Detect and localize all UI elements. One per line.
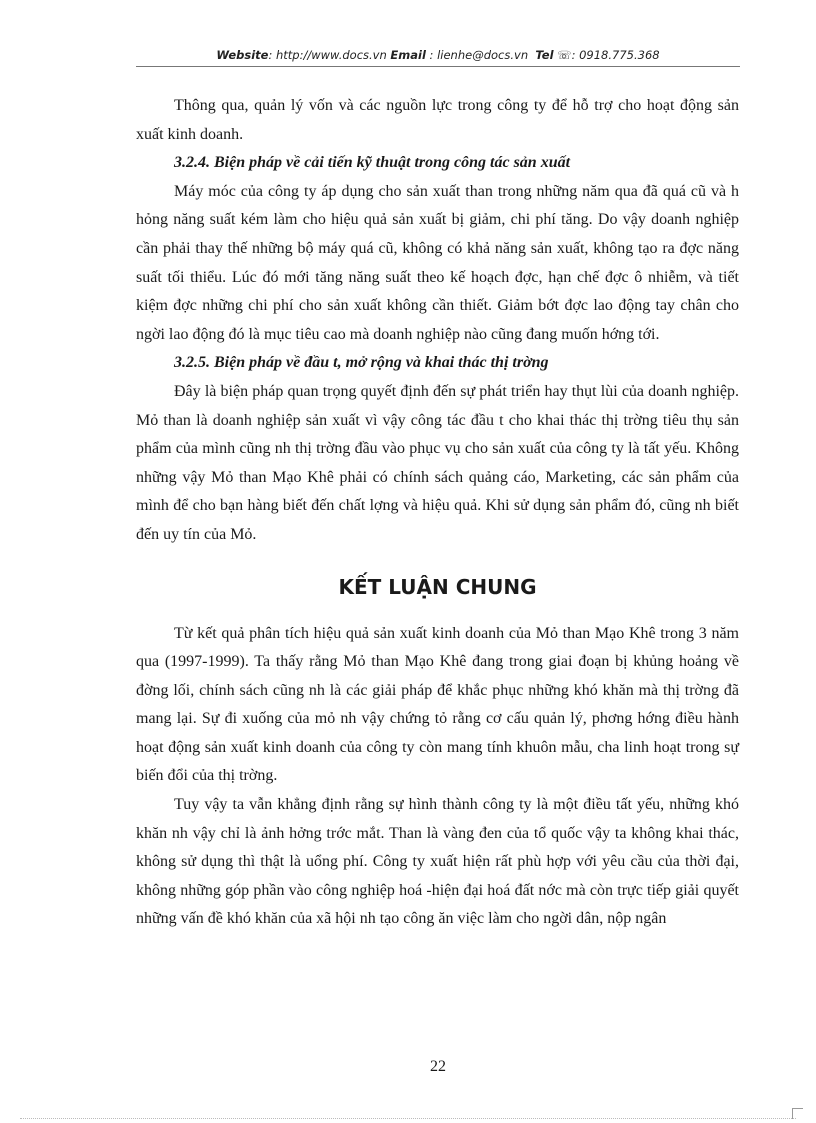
paragraph-intro: Thông qua, quản lý vốn và các nguồn lực trong công ty để hỗ trợ cho hoạt động sản xuất kinh doanh. [136, 97, 739, 143]
page-header [136, 48, 740, 62]
phone-icon: ☏ [557, 48, 572, 62]
footer-divider [20, 1118, 796, 1119]
tel-value: : 0918.775.368 [571, 48, 660, 62]
document-body [136, 92, 739, 934]
tel-label: Tel [535, 48, 554, 62]
paragraph-market-investment: Đây là biện pháp quan trọng quyết định đến sự phát triển hay thụt lùi của doanh nghiệp. Mỏ than là doanh nghiệp sản xuất vì vậy công tác đầu t cho khai thác thị trờng tiêu thụ sản phẩm của mình cũng nh thị trờng đầu vào phục vụ cho sản xuất của công ty là tất yếu. Không những vậy Mỏ than Mạo Khê phải có chính sách quảng cáo, Marketing, các sản phẩm của mình để cho bạn hàng biết đến chất lợng và hiệu quả. Khi sử dụng sản phẩm đó, cũng nh biết đến uy tín của Mỏ. [136, 382, 739, 543]
website-label: Website [216, 48, 269, 62]
email-value: : lienhe@docs.vn [425, 48, 529, 62]
section-title-conclusion: KẾT LUẬN CHUNG [338, 574, 537, 599]
paragraph-technical-improvement: Máy móc của công ty áp dụng cho sản xuất than trong những năm qua đã quá cũ và h hỏng năng suất kém làm cho hiệu quả sản xuất bị giảm, chi phí tăng. Do vậy doanh nghiệp cần phải thay thế những bộ máy quá cũ, không có khả năng sản xuất, không tạo ra đợc năng suất tối thiểu. Lúc đó mới tăng năng suất theo kế hoạch đợc, hạn chế đợc ô nhiễm, và tiết kiệm đợc những chi phí cho sản xuất không cần thiết. Giảm bớt đợc lao động tay chân cho ngời lao động đó là mục tiêu cao mà doanh nghiệp nào cũng đang muốn hớng tới. [136, 182, 739, 343]
paragraph-conclusion-1: Từ kết quả phân tích hiệu quả sản xuất kinh doanh của Mỏ than Mạo Khê trong 3 năm qua (1997-1999). Ta thấy rằng Mỏ than Mạo Khê đang trong giai đoạn bị khủng hoảng về đờng lối, chính sách cũng nh là các giải pháp để khắc phục những khó khăn mà thị trờng đã mang lại. Sự đi xuống của mỏ nh vậy chứng tỏ rằng cơ cấu quản lý, phơng hớng điều hành hoạt động sản xuất kinh doanh của công ty còn mang tính khuôn mẫu, cha linh hoạt trong sự biến đổi của thị trờng. [136, 624, 739, 785]
paragraph-conclusion-2: Tuy vậy ta vẫn khẳng định rằng sự hình thành công ty là một điều tất yếu, những khó khăn nh vậy chỉ là ảnh hởng trớc mắt. Than là vàng đen của tổ quốc vậy ta không khai thác, không sử dụng thì thật là uổng phí. Công ty xuất hiện rất phù hợp với yêu cầu của thời đại, không những góp phần vào công nghiệp hoá -hiện đại hoá đất nớc mà còn trực tiếp giải quyết những vấn đề khó khăn của xã hội nh tạo công ăn việc làm cho ngời dân, nộp ngân [136, 796, 739, 928]
heading-3-2-4: 3.2.4. Biện pháp về cải tiến kỹ thuật trong công tác sản xuất [174, 154, 571, 172]
corner-mark [792, 1108, 803, 1119]
email-label: Email [390, 48, 426, 62]
page-number: 22 [430, 1058, 446, 1075]
website-value: : http://www.docs.vn [268, 48, 387, 62]
header-divider [136, 66, 740, 67]
heading-3-2-5: 3.2.5. Biện pháp về đầu t, mở rộng và khai thác thị trờng [174, 354, 549, 372]
